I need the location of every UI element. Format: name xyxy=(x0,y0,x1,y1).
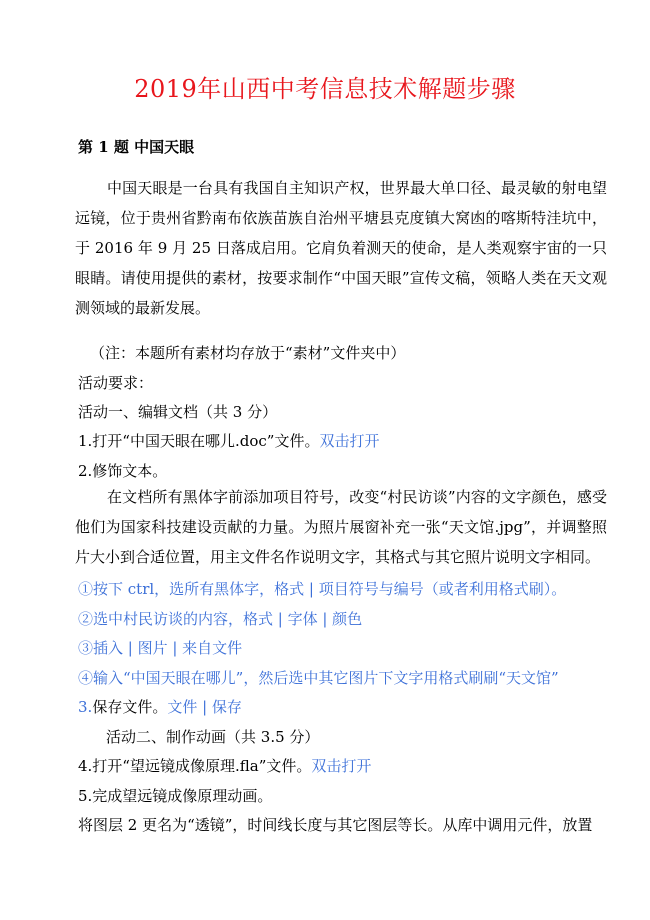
intro-paragraph: 中国天眼是一台具有我国自主知识产权，世界最大单口径、最灵敏的射电望远镜，位于贵州省黔南布依族苗族自治州平塘县克度镇大窝凼的喀斯特洼坑中，于 2016 年 9 月 25 日落成启用。它肩负着测天的使命，是人类观察宇宙的一只眼睛。请使用提供的素材，按要求制作“中国天眼”宣传文稿，领略人类在天文观测领域的最新发展。 xyxy=(75,179,607,317)
step-3-hint: 文件 | 保存 xyxy=(167,698,242,716)
step-1-hint: 双击打开 xyxy=(319,432,380,450)
step-5-detail: 将图层 2 更名为“透镜”，时间线长度与其它图层等长。从库中调用元件，放置 xyxy=(78,816,593,834)
activity-one-heading: 活动一、编辑文档（共 3 分） xyxy=(78,403,278,421)
note-line: （注：本题所有素材均存放于“素材”文件夹中） xyxy=(90,344,406,362)
step-1-text: 1.打开“中国天眼在哪儿.doc”文件。 xyxy=(78,432,320,450)
step-3 xyxy=(78,696,242,718)
step-4 xyxy=(78,755,371,777)
activity-requirements-label: 活动要求： xyxy=(78,374,154,392)
document-title: 2019年山西中考信息技术解题步骤 xyxy=(134,75,516,103)
step-2: 2.修饰文本。 xyxy=(78,462,168,480)
step-2-detail: 在文档所有黑体字前添加项目符号，改变“村民访谈”内容的文字颜色，感受他们为国家科技建设贡献的力量。为照片展窗补充一张“天文馆.jpg”，并调整照片大小到合适位置，用主文件名作说明文字，其格式与其它照片说明文字相同。 xyxy=(75,488,607,566)
step-3-text: 保存文件。 xyxy=(92,698,168,716)
tip-3: ③插入 | 图片 | 来自文件 xyxy=(78,639,243,657)
step-3-number: 3. xyxy=(78,698,93,716)
step-4-hint: 双击打开 xyxy=(311,757,372,775)
step-5: 5.完成望远镜成像原理动画。 xyxy=(78,787,273,805)
tip-2: ②选中村民访谈的内容，格式 | 字体 | 颜色 xyxy=(78,610,363,628)
step-1 xyxy=(78,430,379,452)
tip-1: ①按下 ctrl，选所有黑体字，格式 | 项目符号与编号（或者利用格式刷）。 xyxy=(78,580,567,598)
activity-two-heading: 活动二、制作动画（共 3.5 分） xyxy=(106,728,320,746)
step-4-text: 4.打开“望远镜成像原理.fla”文件。 xyxy=(78,757,312,775)
tip-4: ④输入“中国天眼在哪儿”，然后选中其它图片下文字用格式刷刷“天文馆” xyxy=(78,669,559,687)
question-heading: 第 1 题 中国天眼 xyxy=(78,138,195,156)
